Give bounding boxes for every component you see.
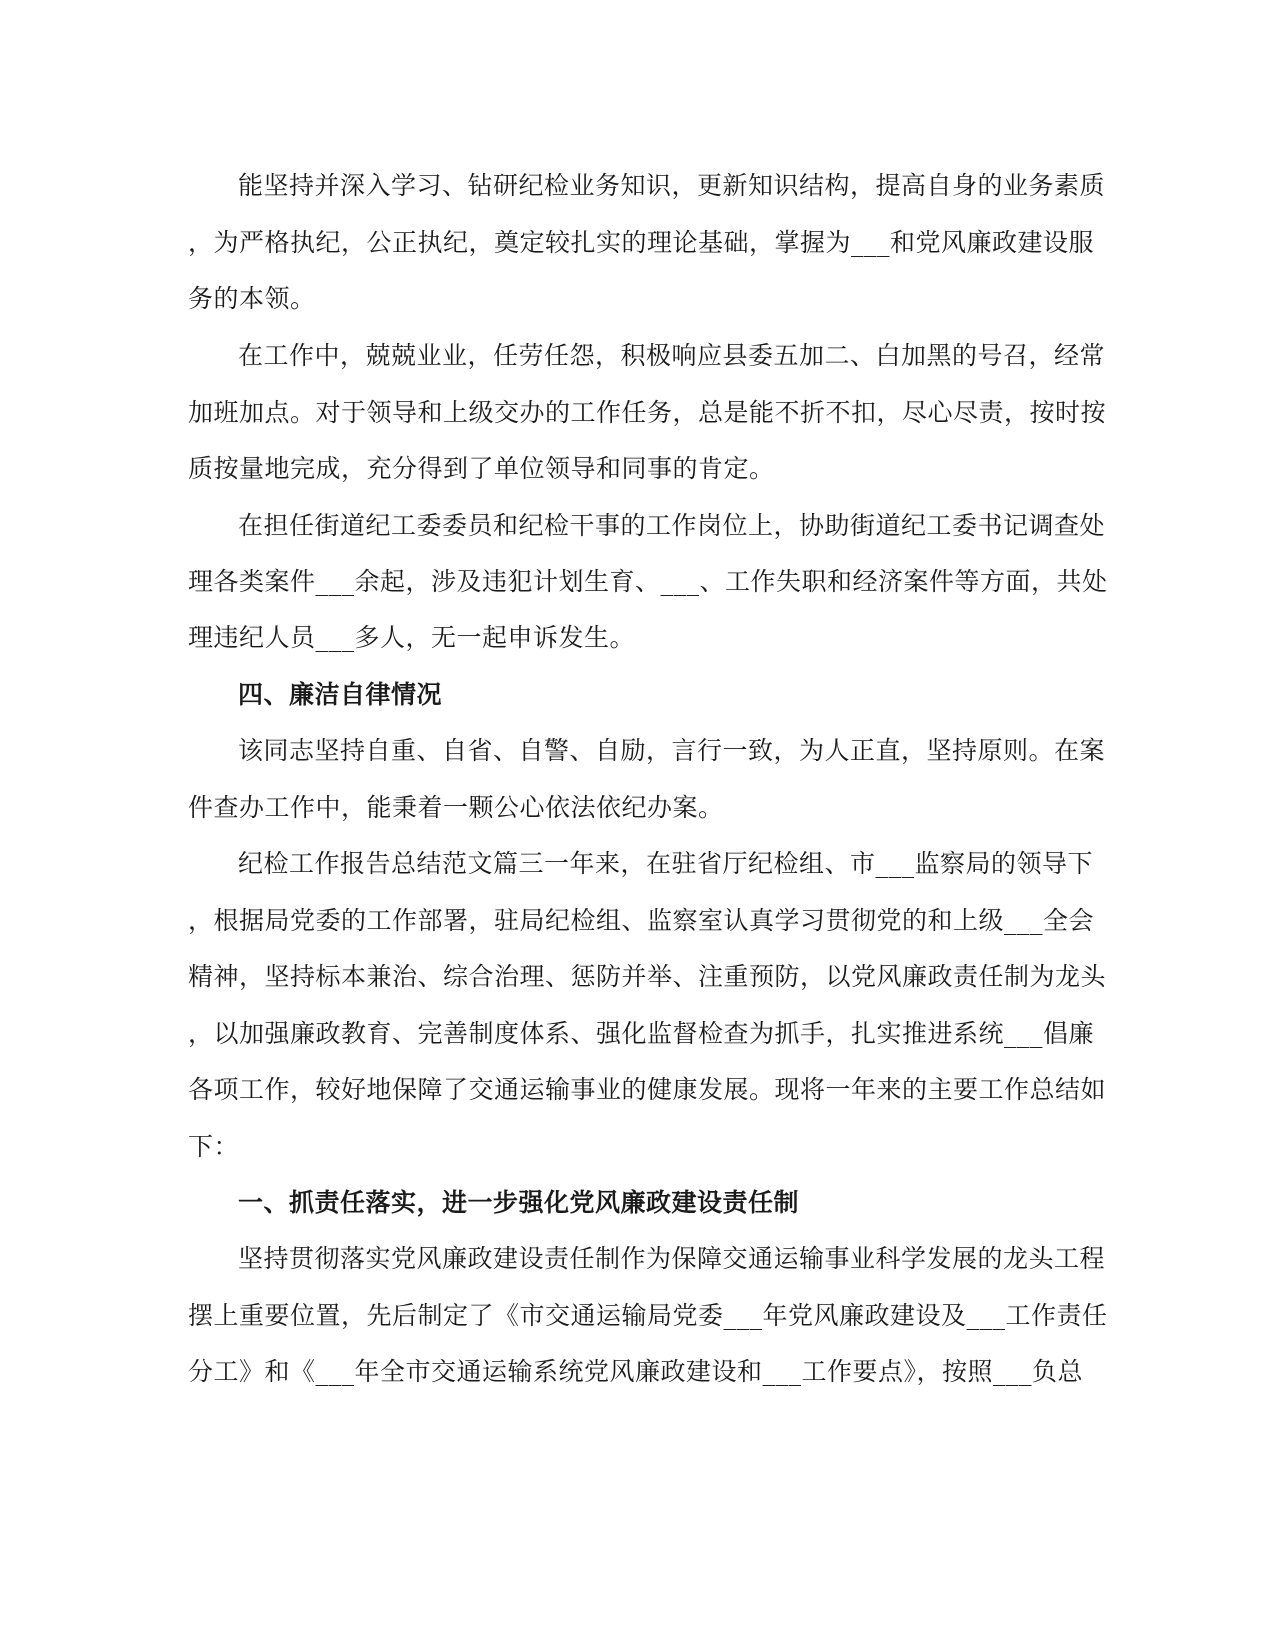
paragraph-line: 纪检工作报告总结范文篇三一年来，在驻省厅纪检组、市___监察局的领导下 — [238, 849, 1094, 878]
paragraph-line: 该同志坚持自重、自省、自警、自励，言行一致，为人正直，坚持原则。在案 — [238, 736, 1106, 765]
paragraph-line: 分工》和《___年全市交通运输系统党风廉政建设和___工作要点》，按照___负总 — [188, 1357, 1084, 1386]
paragraph-line: 能坚持并深入学习、钻研纪检业务知识，更新知识结构，提高自身的业务素质 — [238, 171, 1106, 200]
paragraph-line: 摆上重要位置，先后制定了《市交通运输局党委___年党风廉政建设及___工作责任 — [188, 1301, 1108, 1330]
paragraph-line: 理各类案件___余起，涉及违犯计划生育、___、工作失职和经济案件等方面，共处 — [188, 567, 1108, 596]
paragraph-line: 加班加点。对于领导和上级交办的工作任务，总是能不折不扣，尽心尽责，按时按 — [188, 398, 1107, 427]
section-heading: 四、廉洁自律情况 — [238, 680, 443, 709]
paragraph-line: 件查办工作中，能秉着一颗公心依法依纪办案。 — [188, 793, 724, 822]
section-heading: 一、抓责任落实，进一步强化党风廉政建设责任制 — [238, 1188, 800, 1217]
paragraph-line: ，以加强廉政教育、完善制度体系、强化监督检查为抓手，扎实推进系统___倡廉 — [188, 1019, 1095, 1048]
paragraph-line: 各项工作，较好地保障了交通运输事业的健康发展。现将一年来的主要工作总结如 — [188, 1075, 1107, 1104]
paragraph-line: 务的本领。 — [188, 284, 316, 313]
paragraph-line: ，根据局党委的工作部署，驻局纪检组、监察室认真学习贯彻党的和上级___全会 — [188, 906, 1095, 935]
paragraph-line: 精神，坚持标本兼治、综合治理、惩防并举、注重预防，以党风廉政责任制为龙头 — [188, 962, 1107, 991]
paragraph-line: 理违纪人员___多人，无一起申诉发生。 — [188, 623, 636, 652]
paragraph-line: 坚持贯彻落实党风廉政建设责任制作为保障交通运输事业科学发展的龙头工程 — [238, 1244, 1106, 1273]
paragraph-line: ，为严格执纪，公正执纪，奠定较扎实的理论基础，掌握为___和党风廉政建设服 — [188, 228, 1095, 257]
paragraph-line: 下： — [188, 1132, 240, 1161]
paragraph-line: 在担任街道纪工委委员和纪检干事的工作岗位上，协助街道纪工委书记调查处 — [238, 511, 1106, 540]
paragraph-line: 在工作中，兢兢业业，任劳任怨，积极响应县委五加二、白加黑的号召，经常 — [238, 341, 1106, 370]
paragraph-line: 质按量地完成，充分得到了单位领导和同事的肯定。 — [188, 454, 775, 483]
